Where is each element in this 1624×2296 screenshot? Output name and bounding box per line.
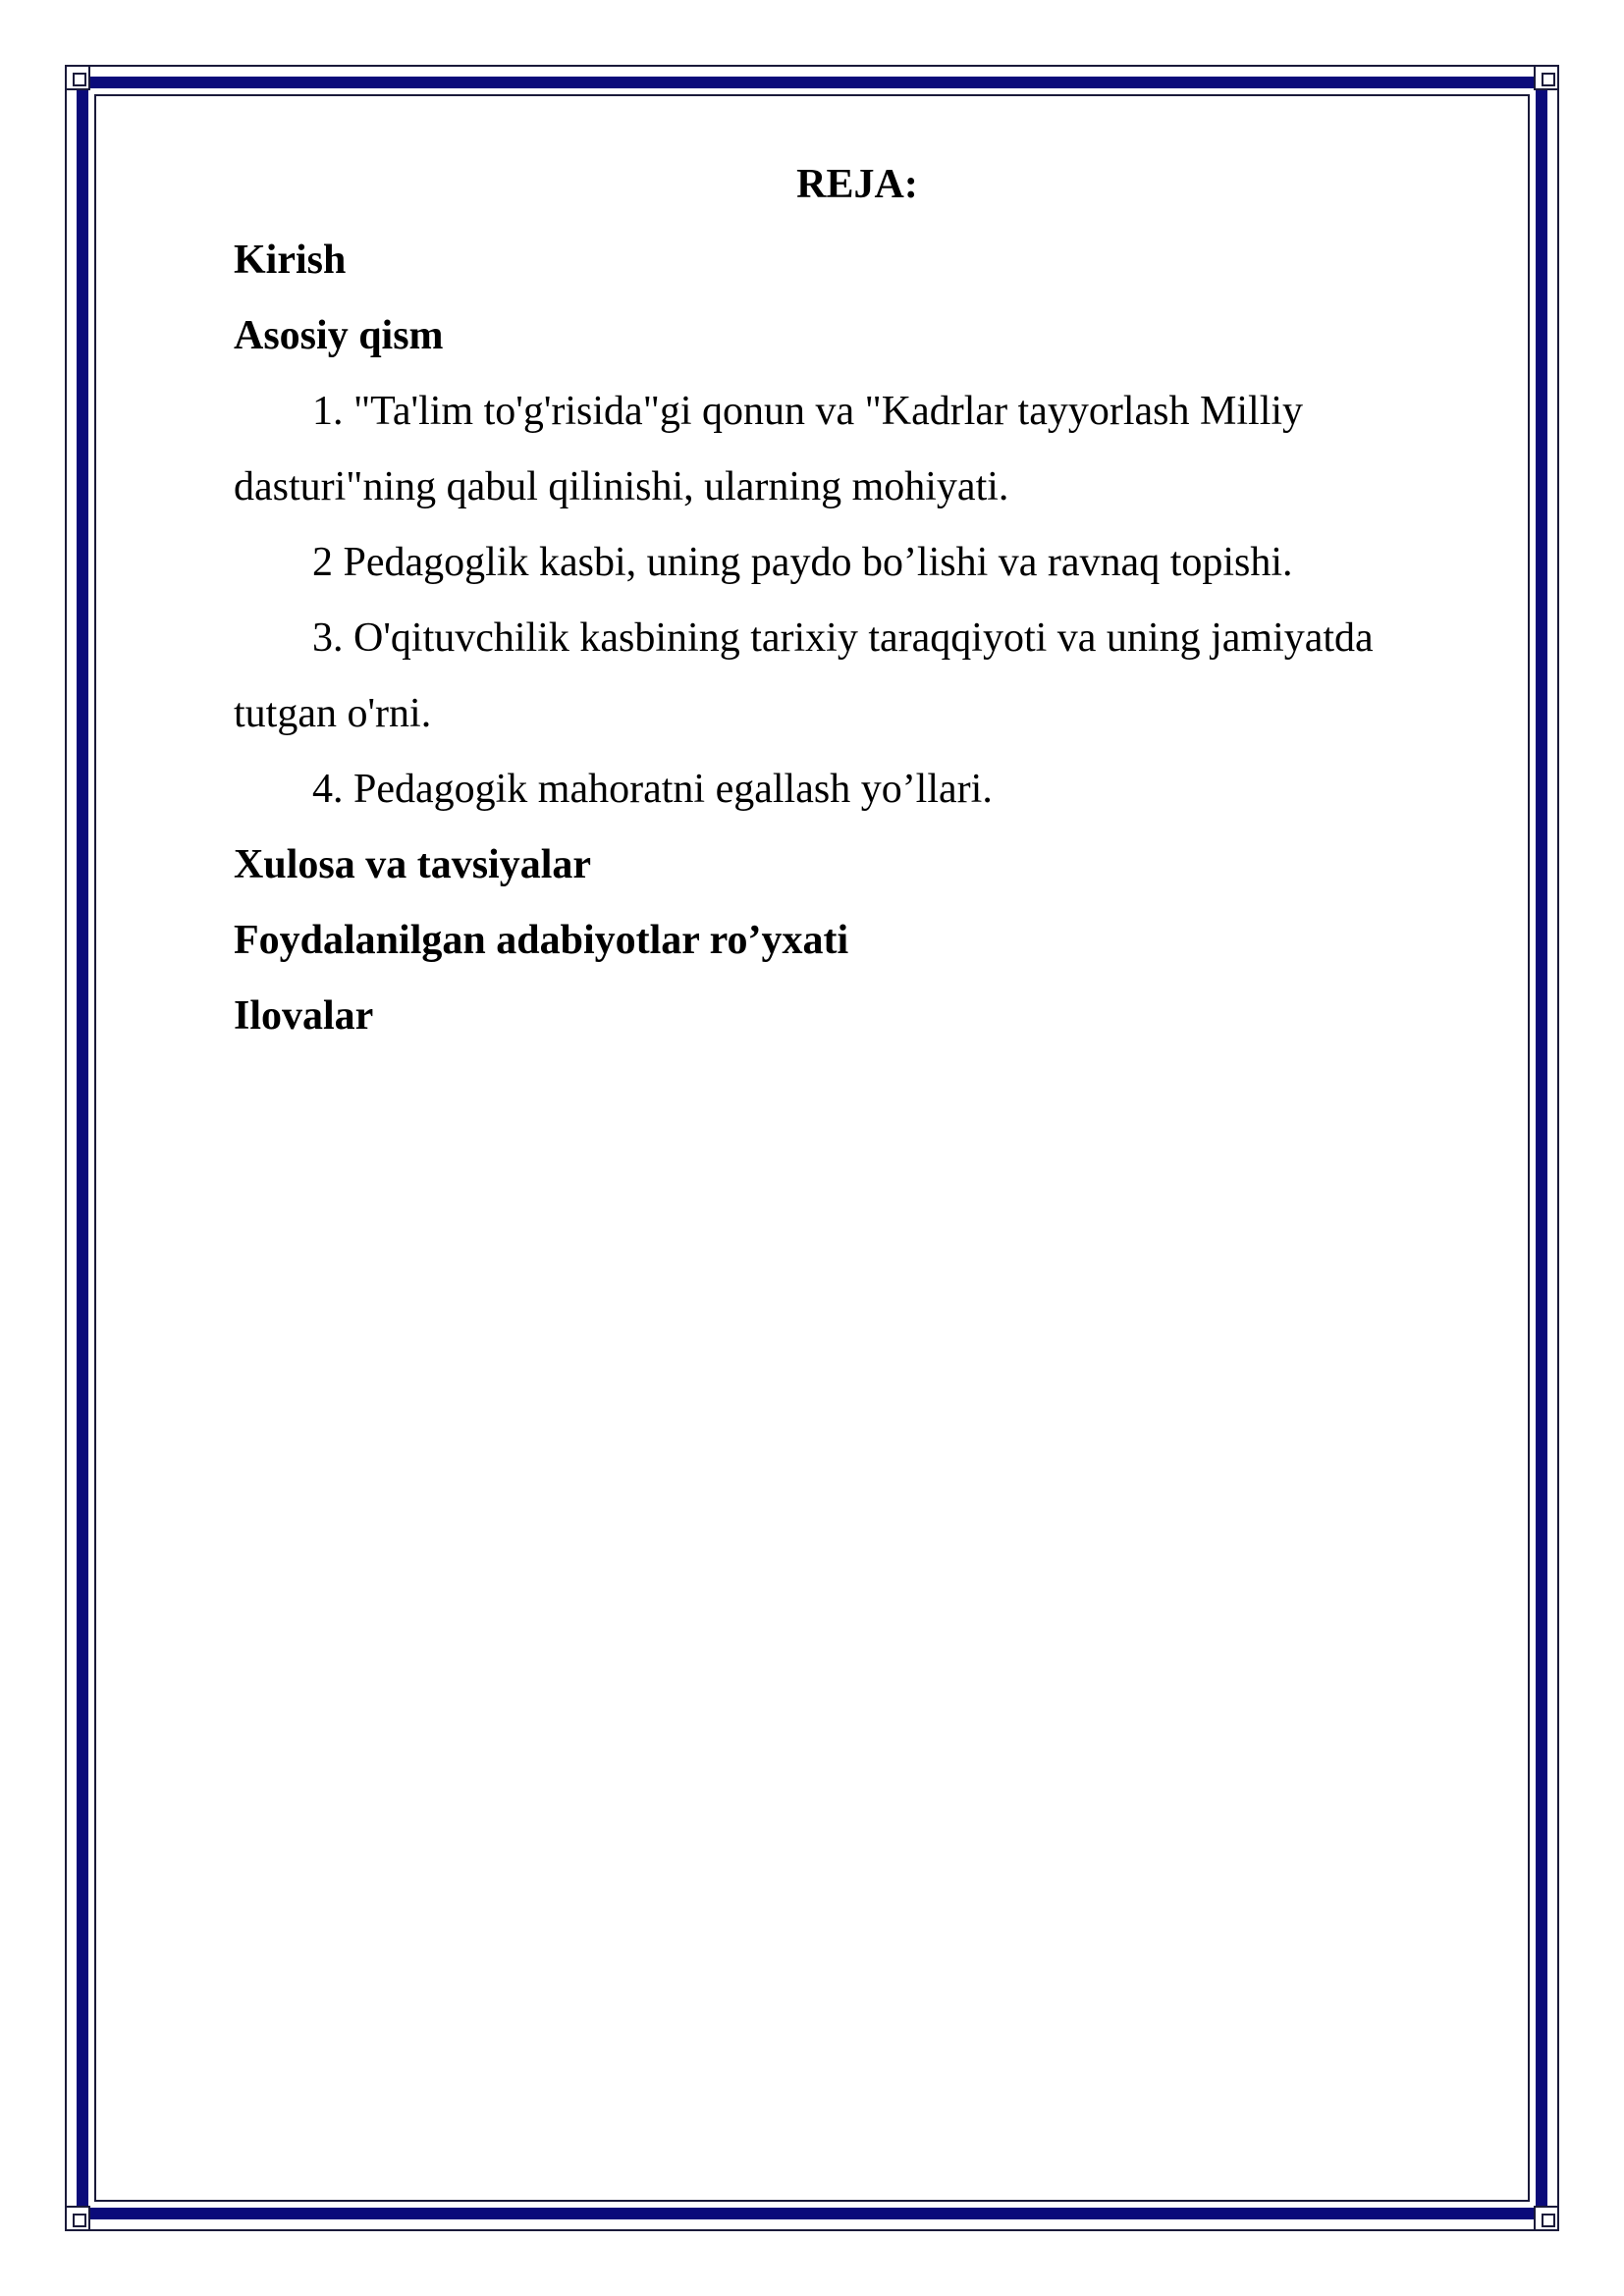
plan-item-3: 3. O'qituvchilik kasbining tarixiy taraqqiyoti va uning jamiyatda tutgan o'rni. xyxy=(234,615,1374,736)
heading-conclusion: Xulosa va tavsiyalar xyxy=(234,842,592,887)
page-title: REJA: xyxy=(796,162,918,207)
border-corner-ornament xyxy=(65,65,90,90)
plan-item-4: 4. Pedagogik mahoratni egallash yo’llari. xyxy=(312,767,993,812)
document-content xyxy=(234,147,1441,1054)
plan-item-1: 1. "Ta'lim to'g'risida"gi qonun va "Kadrlar tayyorlash Milliy dasturi"ning qabul qilinishi, ularning mohiyati. xyxy=(234,389,1304,509)
heading-appendices: Ilovalar xyxy=(234,993,374,1039)
border-corner-ornament xyxy=(1534,65,1559,90)
plan-item-2: 2 Pedagoglik kasbi, uning paydo bo’lishi va ravnaq topishi. xyxy=(312,540,1293,585)
heading-main-part: Asosiy qism xyxy=(234,313,444,358)
border-corner-ornament xyxy=(65,2206,90,2231)
heading-intro: Kirish xyxy=(234,238,347,283)
border-corner-ornament xyxy=(1534,2206,1559,2231)
heading-references: Foydalanilgan adabiyotlar ro’yxati xyxy=(234,918,849,963)
